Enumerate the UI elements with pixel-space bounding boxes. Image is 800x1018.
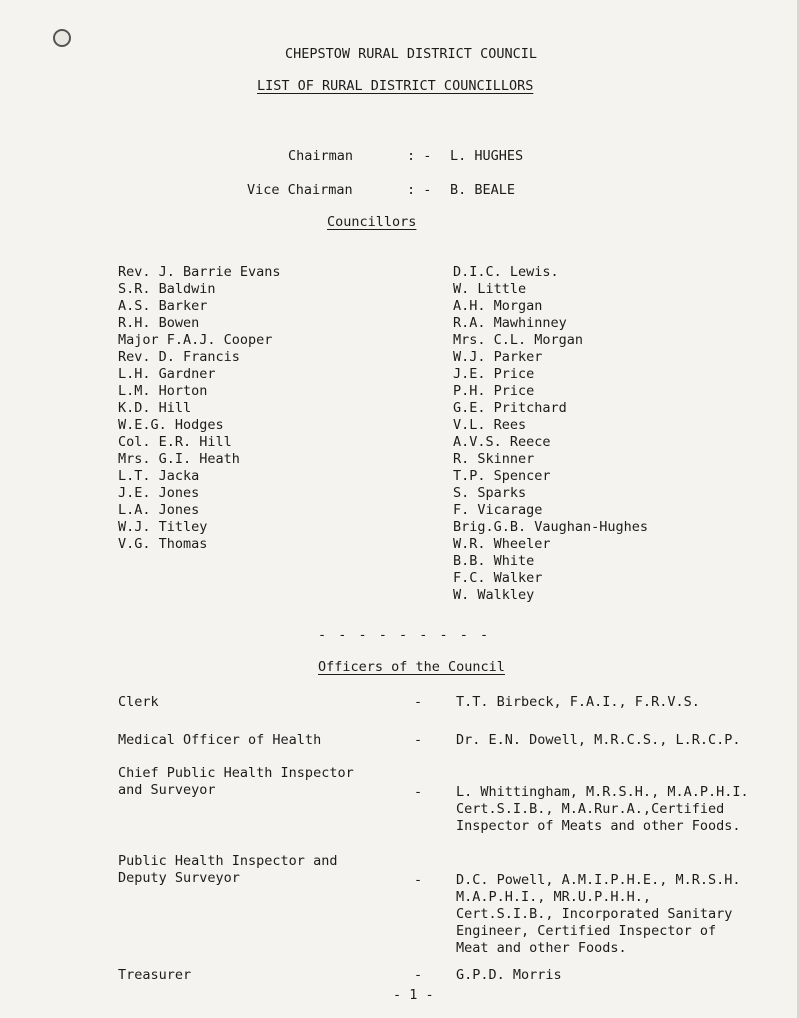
councillor-name: W.J. Parker bbox=[453, 349, 543, 365]
officer-row-clerk bbox=[118, 694, 798, 714]
councillor-name: T.P. Spencer bbox=[453, 468, 551, 484]
councillor-name: L.T. Jacka bbox=[118, 468, 200, 484]
officer-qualifications: Engineer, Certified Inspector of bbox=[456, 923, 717, 939]
officer-title: Clerk bbox=[118, 694, 159, 710]
councillor-name: W. Little bbox=[453, 281, 527, 297]
officer-row-deputy-surveyor bbox=[118, 853, 798, 956]
vice-chairman-separator: : - bbox=[407, 182, 432, 198]
councillor-name: Brig.G.B. Vaughan-Hughes bbox=[453, 519, 649, 535]
officer-qualifications: Inspector of Meats and other Foods. bbox=[456, 818, 741, 834]
section-divider: - - - - - - - - - bbox=[318, 627, 491, 643]
officer-title-line2: and Surveyor bbox=[118, 782, 216, 798]
officer-name: L. Whittingham, M.R.S.H., M.A.P.H.I. bbox=[456, 784, 749, 800]
officer-title-line2: Deputy Surveyor bbox=[118, 870, 240, 886]
officer-qualifications: Cert.S.I.B., M.A.Rur.A.,Certified bbox=[456, 801, 725, 817]
councillor-name: J.E. Jones bbox=[118, 485, 200, 501]
officer-row-medical bbox=[118, 732, 798, 752]
officers-heading: Officers of the Council bbox=[318, 659, 505, 675]
councillor-name: Rev. J. Barrie Evans bbox=[118, 264, 281, 280]
councillor-name: B.B. White bbox=[453, 553, 535, 569]
councillor-name: F. Vicarage bbox=[453, 502, 543, 518]
councillor-name: L.A. Jones bbox=[118, 502, 200, 518]
councillor-name: V.L. Rees bbox=[453, 417, 527, 433]
councillor-name: R.H. Bowen bbox=[118, 315, 200, 331]
officer-name: D.C. Powell, A.M.I.P.H.E., M.R.S.H. bbox=[456, 872, 741, 888]
councillor-name: R. Skinner bbox=[453, 451, 535, 467]
councillor-name: R.A. Mawhinney bbox=[453, 315, 567, 331]
councillor-name: K.D. Hill bbox=[118, 400, 192, 416]
councillor-name: W. Walkley bbox=[453, 587, 535, 603]
councillors-heading: Councillors bbox=[327, 214, 417, 230]
councillor-name: G.E. Pritchard bbox=[453, 400, 567, 416]
officer-dash: - bbox=[414, 694, 423, 710]
councillor-name: Major F.A.J. Cooper bbox=[118, 332, 273, 348]
list-subtitle: LIST OF RURAL DISTRICT COUNCILLORS bbox=[257, 78, 534, 94]
councillor-name: V.G. Thomas bbox=[118, 536, 208, 552]
vice-chairman-label: Vice Chairman bbox=[247, 182, 353, 198]
officer-row-chief-inspector bbox=[118, 765, 798, 834]
officer-dash: - bbox=[414, 967, 423, 983]
page-number: - 1 - bbox=[393, 987, 434, 1003]
councillor-name: A.V.S. Reece bbox=[453, 434, 551, 450]
councillor-name: W.J. Titley bbox=[118, 519, 208, 535]
councillor-name: Col. E.R. Hill bbox=[118, 434, 232, 450]
officer-dash: - bbox=[414, 732, 423, 748]
officer-name: Dr. E.N. Dowell, M.R.C.S., L.R.C.P. bbox=[456, 732, 741, 748]
chairman-separator: : - bbox=[407, 148, 432, 164]
councillor-name: Mrs. C.L. Morgan bbox=[453, 332, 584, 348]
officer-dash: - bbox=[414, 784, 423, 800]
councillor-name: L.H. Gardner bbox=[118, 366, 216, 382]
officer-qualifications: Meat and other Foods. bbox=[456, 940, 627, 956]
councillor-name: S. Sparks bbox=[453, 485, 527, 501]
chairman-label: Chairman bbox=[288, 148, 354, 164]
councillors-right-column bbox=[453, 264, 648, 604]
councillor-name: Rev. D. Francis bbox=[118, 349, 240, 365]
councillor-name: S.R. Baldwin bbox=[118, 281, 216, 297]
councillor-name: W.E.G. Hodges bbox=[118, 417, 224, 433]
officer-qualifications: Cert.S.I.B., Incorporated Sanitary bbox=[456, 906, 733, 922]
officer-title: Medical Officer of Health bbox=[118, 732, 322, 748]
officer-row-treasurer bbox=[118, 967, 798, 987]
vice-chairman-name: B. BEALE bbox=[450, 182, 516, 198]
councillor-name: Mrs. G.I. Heath bbox=[118, 451, 240, 467]
councillor-name: A.H. Morgan bbox=[453, 298, 543, 314]
councillor-name: J.E. Price bbox=[453, 366, 535, 382]
councillor-name: W.R. Wheeler bbox=[453, 536, 551, 552]
councillor-name: L.M. Horton bbox=[118, 383, 208, 399]
councillors-left-column bbox=[118, 264, 281, 553]
officer-qualifications: M.A.P.H.I., MR.U.P.H.H., bbox=[456, 889, 652, 905]
councillor-name: A.S. Barker bbox=[118, 298, 208, 314]
punch-hole-mark bbox=[53, 29, 71, 47]
officer-dash: - bbox=[414, 872, 423, 888]
officer-name: T.T. Birbeck, F.A.I., F.R.V.S. bbox=[456, 694, 700, 710]
councillor-name: D.I.C. Lewis. bbox=[453, 264, 559, 280]
officer-title: Treasurer bbox=[118, 967, 192, 983]
chairman-name: L. HUGHES bbox=[450, 148, 524, 164]
councillor-name: F.C. Walker bbox=[453, 570, 543, 586]
officer-name: G.P.D. Morris bbox=[456, 967, 562, 983]
officer-title: Public Health Inspector and bbox=[118, 853, 338, 869]
council-title: CHEPSTOW RURAL DISTRICT COUNCIL bbox=[285, 46, 537, 62]
officer-title: Chief Public Health Inspector bbox=[118, 765, 354, 781]
councillor-name: P.H. Price bbox=[453, 383, 535, 399]
